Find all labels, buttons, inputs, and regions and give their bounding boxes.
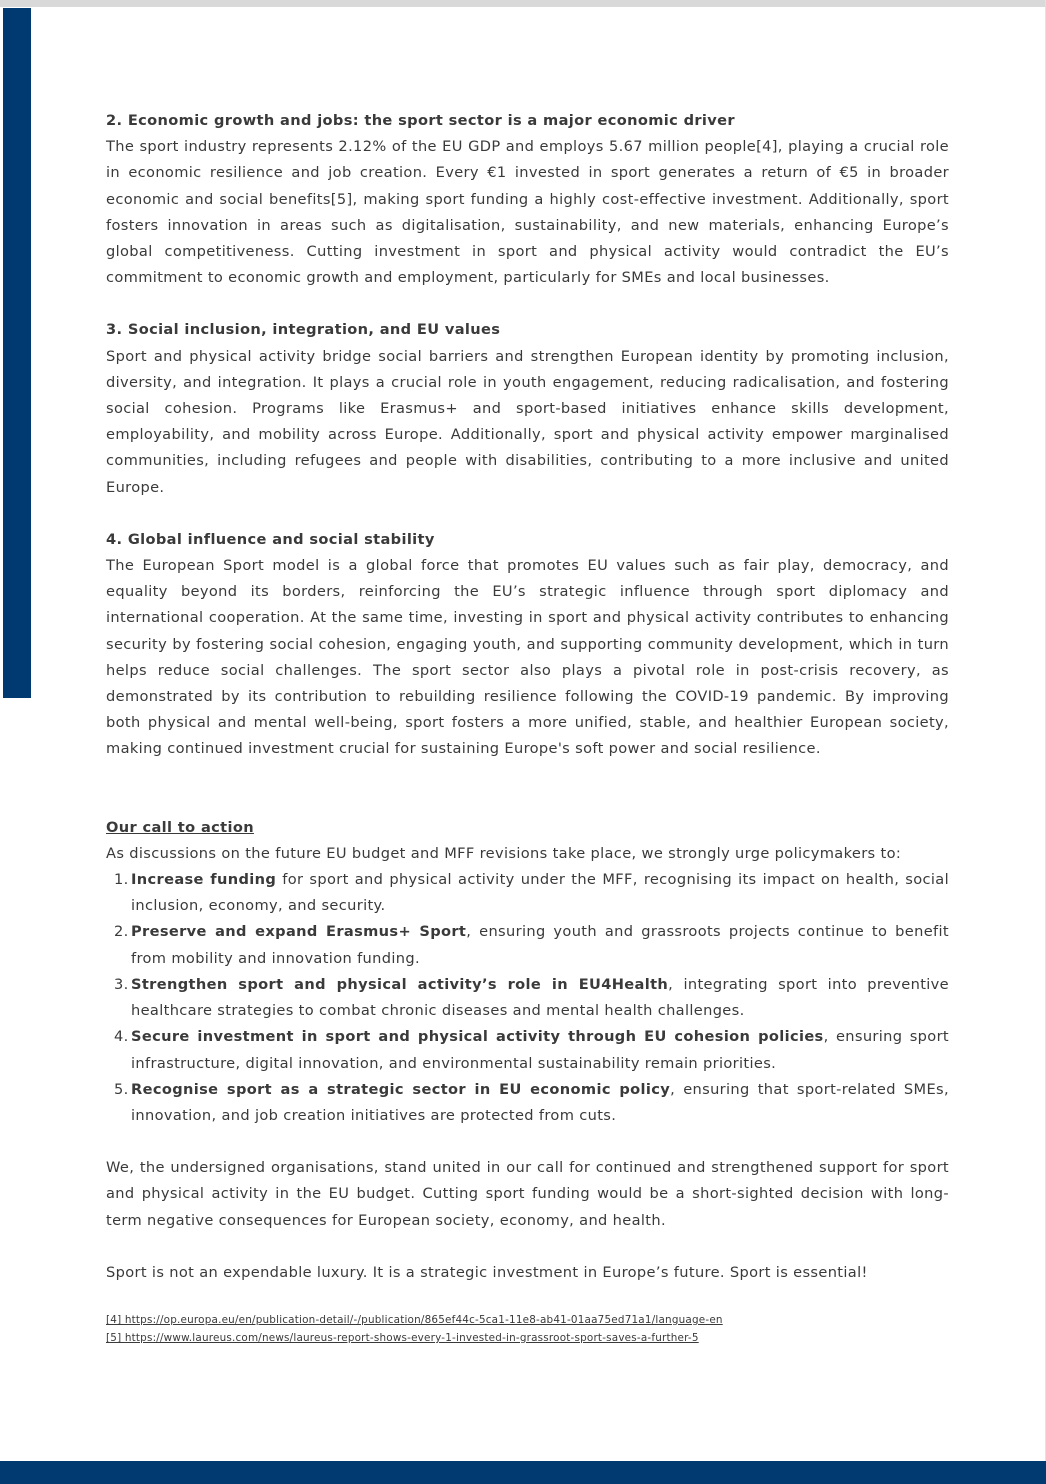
action-number: 4. bbox=[114, 1028, 129, 1046]
spacer bbox=[106, 1129, 949, 1155]
section-paragraph: The European Sport model is a global force that promotes EU values such as fair play, democracy, and equality beyond its borders, reinforcing the EU’s strategic influence through sport diplomacy and international cooperation. At the same time, investing in sport and physical activity contributes to enhancing security by fostering social cohesion, engaging youth, and supporting community development, which in turn helps reduce social challenges. The sport sector also plays a pivotal role in post-crisis recovery, as demonstrated by its contribution to rebuilding resilience following the COVID-19 pandemic. By improving both physical and mental well-being, sport fosters a more unified, stable, and healthier European society, making continued investment crucial for sustaining Europe's soft power and social resilience. bbox=[106, 557, 949, 758]
section-economic-growth bbox=[106, 108, 949, 291]
footnote-link[interactable]: [5] https://www.laureus.com/news/laureus-report-shows-every-1-invested-in-grassroot-sport-saves-a-further-5 bbox=[106, 1331, 699, 1344]
call-to-action bbox=[106, 815, 949, 1129]
closing-statement: Sport is not an expendable luxury. It is a strategic investment in Europe’s future. Sport is essential! bbox=[106, 1263, 868, 1281]
action-bold-text: Preserve and expand Erasmus+ Sport bbox=[131, 923, 467, 941]
action-item bbox=[106, 1024, 949, 1076]
action-number: 3. bbox=[114, 975, 129, 993]
action-number: 1. bbox=[114, 871, 129, 889]
action-bold-text: Secure investment in sport and physical activity through EU cohesion policies bbox=[131, 1028, 824, 1046]
footnote-link[interactable]: [4] https://op.europa.eu/en/publication-detail/-/publication/865ef44c-5ca1-11e8-ab41-01aa75ed71a1/language-en bbox=[106, 1313, 723, 1326]
section-heading: 3. Social inclusion, integration, and EU values bbox=[106, 321, 501, 339]
footnotes bbox=[106, 1311, 949, 1347]
closing-paragraph: We, the undersigned organisations, stand united in our call for continued and strengthened support for sport and physical activity in the EU budget. Cutting sport funding would be a short-sighted decision with long-term negative consequences for European society, economy, and health. bbox=[106, 1159, 949, 1229]
action-item bbox=[106, 919, 949, 971]
action-text: for sport and physical activity under the MFF, recognising its impact on health, social inclusion, economy, and security. bbox=[131, 871, 949, 915]
action-list bbox=[106, 867, 949, 1129]
section-social-inclusion bbox=[106, 317, 949, 500]
action-bold-text: Strengthen sport and physical activity’s role in EU4Health bbox=[131, 975, 669, 993]
section-global-influence bbox=[106, 527, 949, 763]
action-number: 5. bbox=[114, 1080, 129, 1098]
action-bold-text: Increase funding bbox=[131, 871, 277, 889]
call-to-action-title: Our call to action bbox=[106, 818, 254, 836]
spacer bbox=[106, 1234, 949, 1260]
action-item bbox=[106, 972, 949, 1024]
action-text: , ensuring sport infrastructure, digital innovation, and environmental sustainability remain priorities. bbox=[131, 1028, 949, 1072]
section-heading: 2. Economic growth and jobs: the sport sector is a major economic driver bbox=[106, 112, 735, 129]
bottom-accent-bar bbox=[0, 1461, 1046, 1484]
left-accent-bar bbox=[3, 8, 31, 698]
action-text: , ensuring that sport-related SMEs, innovation, and job creation initiatives are protected from cuts. bbox=[131, 1080, 949, 1124]
action-item bbox=[106, 867, 949, 919]
section-paragraph: Sport and physical activity bridge social barriers and strengthen European identity by promoting inclusion, diversity, and integration. It plays a crucial role in youth engagement, reducing radicalisation, and fostering social cohesion. Programs like Erasmus+ and sport-based initiatives enhance skills development, employability, and mobility across Europe. Additionally, sport and physical activity empower marginalised communities, including refugees and people with disabilities, contributing to a more inclusive and united Europe. bbox=[106, 347, 949, 496]
section-paragraph: The sport industry represents 2.12% of the EU GDP and employs 5.67 million people[4], playing a crucial role in economic resilience and job creation. Every €1 invested in sport generates a return of €5 in broader economic and social benefits[5], making sport funding a highly cost-effective investment. Additionally, sport fosters innovation in areas such as digitalisation, sustainability, and new materials, enhancing Europe’s global competitiveness. Cutting investment in sport and physical activity would contradict the EU’s commitment to economic growth and employment, particularly for SMEs and local businesses. bbox=[106, 138, 949, 287]
action-text: , integrating sport into preventive healthcare strategies to combat chronic diseases and mental health challenges. bbox=[131, 975, 949, 1020]
section-heading: 4. Global influence and social stability bbox=[106, 530, 435, 548]
action-number: 2. bbox=[114, 923, 129, 941]
action-bold-text: Recognise sport as a strategic sector in EU economic policy bbox=[131, 1080, 671, 1098]
page-top-edge bbox=[0, 0, 1046, 7]
action-item bbox=[106, 1077, 949, 1129]
action-text: , ensuring youth and grassroots projects continue to benefit from mobility and innovation funding. bbox=[131, 923, 949, 967]
document-body bbox=[106, 108, 949, 1347]
call-to-action-intro: As discussions on the future EU budget and MFF revisions take place, we strongly urge policymakers to: bbox=[106, 844, 902, 862]
